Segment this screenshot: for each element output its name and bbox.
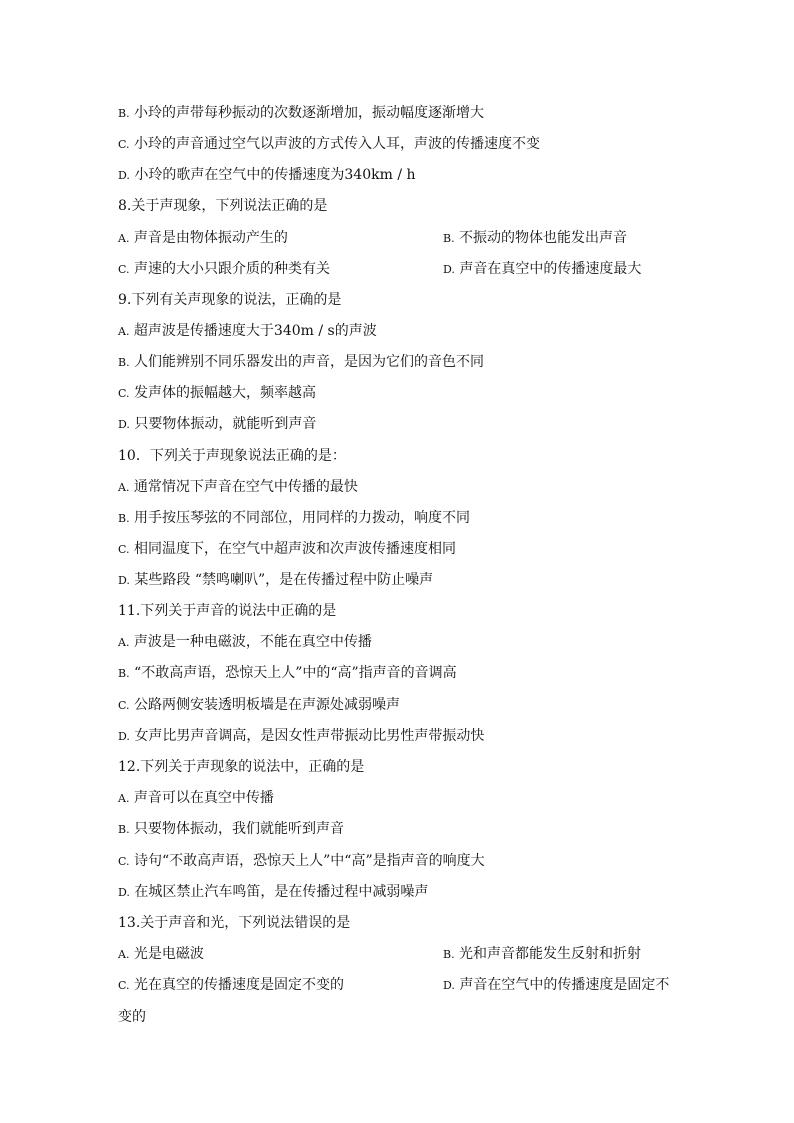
option-text: 相同温度下，在空气中超声波和次声波传播速度相同 (133, 541, 456, 557)
option-label: A. (118, 792, 130, 805)
option-label: B. (118, 667, 130, 680)
q10-option-a (118, 478, 358, 497)
option-text: 声音在空气中的传播速度是固定不 (459, 977, 670, 993)
option-text: 某些路段 “禁鸣喇叭”，是在传播过程中防止噪声 (134, 572, 434, 588)
q8-option-c (118, 260, 330, 279)
option-label: C. (118, 263, 130, 276)
q7-option-d (118, 166, 416, 185)
option-text: 声音在真空中的传播速度最大 (459, 261, 642, 277)
option-label: B. (118, 512, 130, 525)
option-label: B. (118, 823, 130, 836)
q8-option-a (118, 229, 288, 248)
q13-option-b (443, 945, 641, 964)
q7-option-b (118, 104, 484, 123)
q8-option-d (443, 260, 641, 279)
q11-option-c (118, 696, 400, 715)
q13-option-d (443, 976, 669, 995)
option-text: 女声比男声音调高，是因女性声带振动比男性声带振动快 (134, 728, 485, 744)
option-text: 通常情况下声音在空气中传播的最快 (133, 479, 358, 495)
option-label: A. (118, 636, 130, 649)
q9-option-a (118, 322, 377, 341)
option-text: 用手按压琴弦的不同部位，用同样的力拨动，响度不同 (134, 510, 471, 526)
option-label: D. (118, 730, 130, 743)
option-label: D. (443, 979, 455, 992)
q10-option-d (118, 571, 433, 590)
q13-stem: 13.关于声音和光，下列说法错误的是 (118, 915, 351, 931)
q12-option-a (118, 789, 274, 808)
option-label: A. (118, 481, 130, 494)
option-text: 公路两侧安装透明板墙是在声源处减弱噪声 (133, 697, 400, 713)
q10-option-b (118, 509, 470, 528)
q7-option-c (118, 135, 540, 154)
q8-stem: 8.关于声现象，下列说法正确的是 (118, 198, 328, 214)
option-label: B. (443, 232, 455, 245)
option-label: A. (118, 948, 130, 961)
q11-stem: 11.下列关于声音的说法中正确的是 (118, 603, 337, 619)
option-label: C. (118, 543, 130, 556)
option-label: C. (118, 138, 130, 151)
option-text: 光在真空的传播速度是固定不变的 (133, 977, 344, 993)
q11-option-a (118, 633, 372, 652)
option-label: C. (118, 855, 130, 868)
option-text: 小玲的声音通过空气以声波的方式传入人耳，声波的传播速度不变 (133, 136, 540, 152)
q12-stem: 12.下列关于声现象的说法中，正确的是 (118, 759, 365, 775)
q11-option-d (118, 727, 484, 746)
q10-option-c (118, 540, 456, 559)
option-text: 声波是一种电磁波，不能在真空中传播 (133, 634, 372, 650)
q9-option-d (118, 415, 316, 434)
option-label: B. (118, 107, 130, 120)
option-label: D. (118, 169, 130, 182)
option-text: 只要物体振动，就能听到声音 (134, 416, 317, 432)
option-text: 小玲的声带每秒振动的次数逐渐增加，振动幅度逐渐增大 (134, 105, 485, 121)
option-text: 小玲的歌声在空气中的传播速度为340km / h (134, 167, 416, 183)
option-label: D. (118, 418, 130, 431)
option-text: 只要物体振动，我们就能听到声音 (134, 821, 345, 837)
option-label: D. (118, 574, 130, 587)
option-text: 在城区禁止汽车鸣笛，是在传播过程中减弱噪声 (134, 884, 429, 900)
q9-option-b (118, 353, 484, 372)
option-text: 声速的大小只跟介质的种类有关 (133, 261, 330, 277)
option-label: B. (443, 948, 455, 961)
q9-stem: 9.下列有关声现象的说法，正确的是 (118, 292, 342, 308)
option-text: 超声波是传播速度大于340m / s的声波 (133, 323, 377, 339)
option-label: A. (118, 232, 130, 245)
option-label: D. (118, 886, 130, 899)
q10-stem: 10．下列关于声现象说法正确的是： (118, 448, 346, 464)
q9-option-c (118, 384, 316, 403)
option-text: 光是电磁波 (133, 946, 204, 962)
option-text: 诗句“不敢高声语，恐惊天上人”中“高”是指声音的响度大 (133, 853, 485, 869)
q13-option-d-continuation: 变的 (118, 1009, 146, 1025)
option-text: 人们能辨别不同乐器发出的声音，是因为它们的音色不同 (134, 354, 485, 370)
option-text: 声音可以在真空中传播 (133, 790, 274, 806)
option-label: A. (118, 325, 130, 338)
option-text: 光和声音都能发生反射和折射 (459, 946, 642, 962)
q11-option-b (118, 664, 457, 683)
option-text: “不敢高声语，恐惊天上人”中的“高”指声音的音调高 (134, 665, 457, 681)
q13-option-a (118, 945, 204, 964)
q12-option-c (118, 852, 485, 871)
option-label: C. (118, 699, 130, 712)
q8-option-b (443, 229, 627, 248)
q12-option-b (118, 820, 344, 839)
option-text: 发声体的振幅越大，频率越高 (133, 385, 316, 401)
option-text: 不振动的物体也能发出声音 (459, 230, 628, 246)
option-label: D. (443, 263, 455, 276)
q12-option-d (118, 883, 428, 902)
option-label: C. (118, 387, 130, 400)
q13-option-c (118, 976, 344, 995)
option-text: 声音是由物体振动产生的 (133, 230, 288, 246)
option-label: B. (118, 356, 130, 369)
option-label: C. (118, 979, 130, 992)
